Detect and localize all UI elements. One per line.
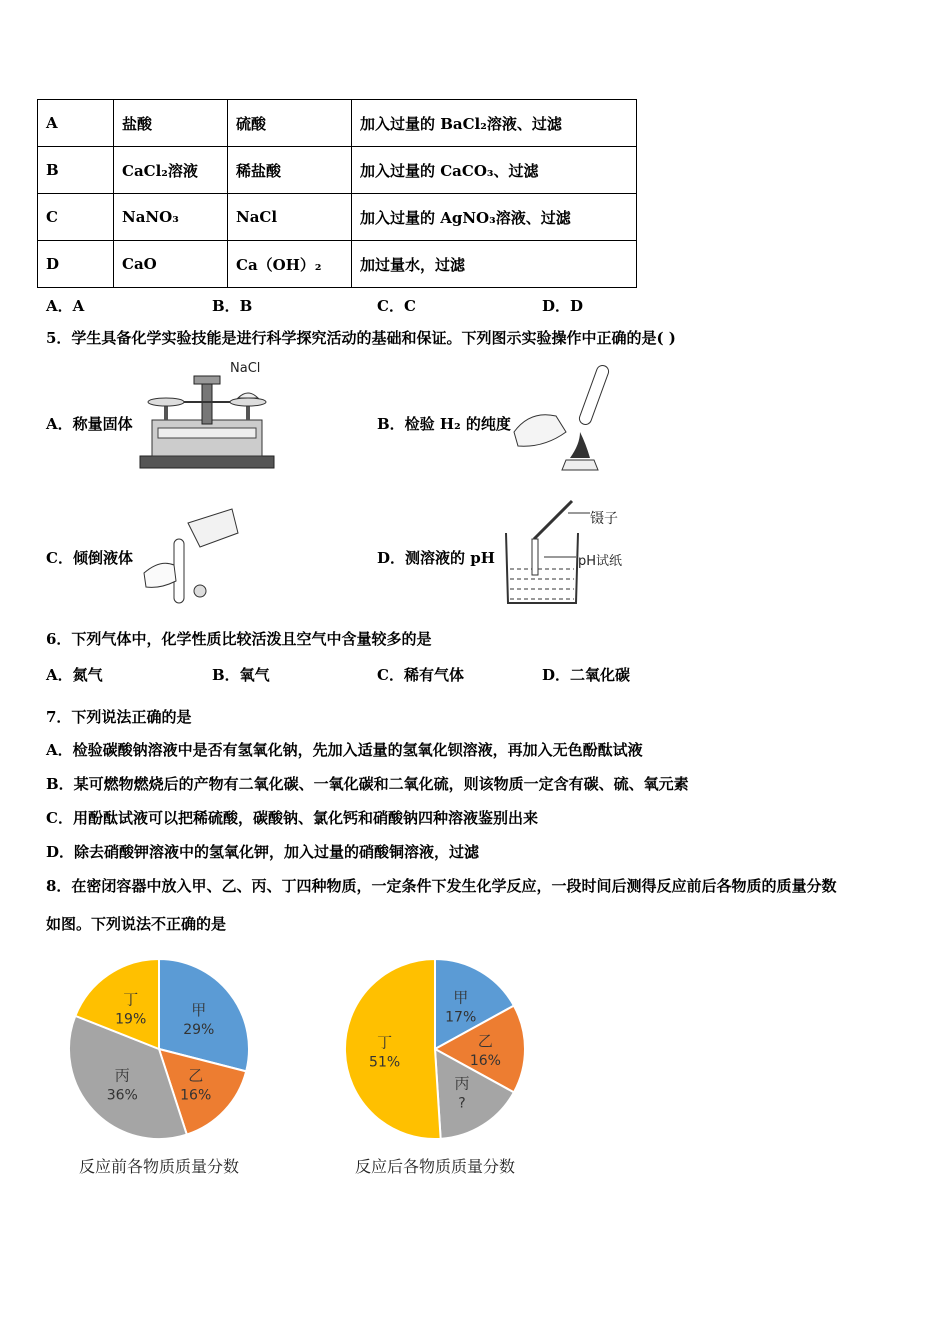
row-method: 加过量水，过滤 xyxy=(352,241,637,288)
row-substance: NaNO₃ xyxy=(114,194,228,241)
row-letter: B xyxy=(38,147,114,194)
hydrogen-test-illustration xyxy=(510,360,610,474)
slice-name-label: 甲 xyxy=(453,988,469,1007)
pie-chart-title: 反应后各物质质量分数 xyxy=(354,1157,516,1176)
row-impurity: NaCl xyxy=(228,194,352,241)
q8-stem-line1: 8．在密闭容器中放入甲、乙、丙、丁四种物质，一定条件下发生化学反应，一段时间后测得反应前后各物质的质量分数 xyxy=(46,877,837,895)
q5-stem: 5．学生具备化学实验技能是进行科学探究活动的基础和保证。下列图示实验操作中正确的是( ) xyxy=(46,329,676,347)
row-substance: CaO xyxy=(114,241,228,288)
q7-option-d[interactable]: D．除去硝酸钾溶液中的氢氧化钾，加入过量的硝酸铜溶液，过滤 xyxy=(46,843,480,861)
slice-value-label: ? xyxy=(458,1095,466,1112)
q4-option-c[interactable]: C．C xyxy=(377,297,416,315)
slice-name-label: 乙 xyxy=(477,1032,493,1050)
ph-test-illustration xyxy=(498,493,634,607)
q7-option-b[interactable]: B．某可燃物燃烧后的产物有二氧化碳、一氧化碳和二氧化硫，则该物质一定含有碳、硫、氧元素 xyxy=(46,775,689,793)
slice-value-label: 17% xyxy=(445,1009,477,1026)
row-method: 加入过量的 BaCl₂溶液、过滤 xyxy=(352,100,637,147)
slice-name-label: 丙 xyxy=(114,1066,130,1085)
nacl-label: NaCl xyxy=(230,361,261,376)
slice-value-label: 16% xyxy=(469,1053,501,1069)
row-impurity: 硫酸 xyxy=(228,100,352,147)
row-impurity: Ca（OH）₂ xyxy=(228,241,352,288)
q4-table xyxy=(37,99,637,288)
slice-value-label: 36% xyxy=(106,1087,138,1104)
q6-option-a[interactable]: A．氮气 xyxy=(46,666,103,684)
pie-slice-4 xyxy=(345,959,441,1139)
slice-name-label: 丁 xyxy=(377,1033,393,1052)
q6-option-b[interactable]: B．氧气 xyxy=(212,666,270,684)
q5-option-b[interactable]: B．检验 H₂ 的纯度 xyxy=(377,415,511,433)
table-row xyxy=(38,147,637,194)
row-letter: C xyxy=(38,194,114,241)
q7-stem: 7．下列说法正确的是 xyxy=(46,708,192,726)
row-letter: A xyxy=(38,100,114,147)
q7-option-a[interactable]: A．检验碳酸钠溶液中是否有氢氧化钠，先加入适量的氢氧化钡溶液，再加入无色酚酞试液 xyxy=(46,741,643,759)
row-impurity: 稀盐酸 xyxy=(228,147,352,194)
q5-option-a[interactable]: A．称量固体 xyxy=(46,415,133,433)
q5-option-d[interactable]: D．测溶液的 pH xyxy=(377,549,495,567)
slice-name-label: 乙 xyxy=(188,1066,204,1085)
q5-option-c[interactable]: C．倾倒液体 xyxy=(46,549,133,567)
pie-chart-title: 反应前各物质质量分数 xyxy=(78,1157,240,1176)
row-letter: D xyxy=(38,241,114,288)
q4-option-b[interactable]: B．B xyxy=(212,297,253,315)
balance-illustration xyxy=(138,358,276,472)
q4-option-a[interactable]: A．A xyxy=(46,297,85,315)
row-substance: CaCl₂溶液 xyxy=(114,147,228,194)
slice-name-label: 甲 xyxy=(191,1001,207,1020)
table-row xyxy=(38,100,637,147)
ph-paper-label: pH试纸 xyxy=(578,554,623,569)
q6-option-c[interactable]: C．稀有气体 xyxy=(377,666,464,684)
pie-chart-before xyxy=(60,950,260,1186)
row-method: 加入过量的 AgNO₃溶液、过滤 xyxy=(352,194,637,241)
tweezers-label: 镊子 xyxy=(590,511,618,527)
slice-name-label: 丁 xyxy=(123,990,139,1009)
table-row xyxy=(38,194,637,241)
q8-stem-line2: 如图。下列说法不正确的是 xyxy=(46,915,227,933)
row-method: 加入过量的 CaCO₃、过滤 xyxy=(352,147,637,194)
table-row xyxy=(38,241,637,288)
q6-option-d[interactable]: D．二氧化碳 xyxy=(542,666,631,684)
q4-option-d[interactable]: D．D xyxy=(542,297,584,315)
slice-value-label: 16% xyxy=(180,1087,212,1104)
q6-stem: 6．下列气体中，化学性质比较活泼且空气中含量较多的是 xyxy=(46,630,432,648)
q7-option-c[interactable]: C．用酚酞试液可以把稀硫酸，碳酸钠、氯化钙和硝酸钠四种溶液鉴别出来 xyxy=(46,809,538,827)
pie-chart-after xyxy=(336,950,536,1186)
slice-value-label: 51% xyxy=(369,1054,401,1071)
slice-value-label: 19% xyxy=(115,1011,147,1028)
pouring-liquid-illustration xyxy=(140,503,240,607)
slice-name-label: 丙 xyxy=(454,1074,470,1093)
row-substance: 盐酸 xyxy=(114,100,228,147)
slice-value-label: 29% xyxy=(183,1022,215,1039)
